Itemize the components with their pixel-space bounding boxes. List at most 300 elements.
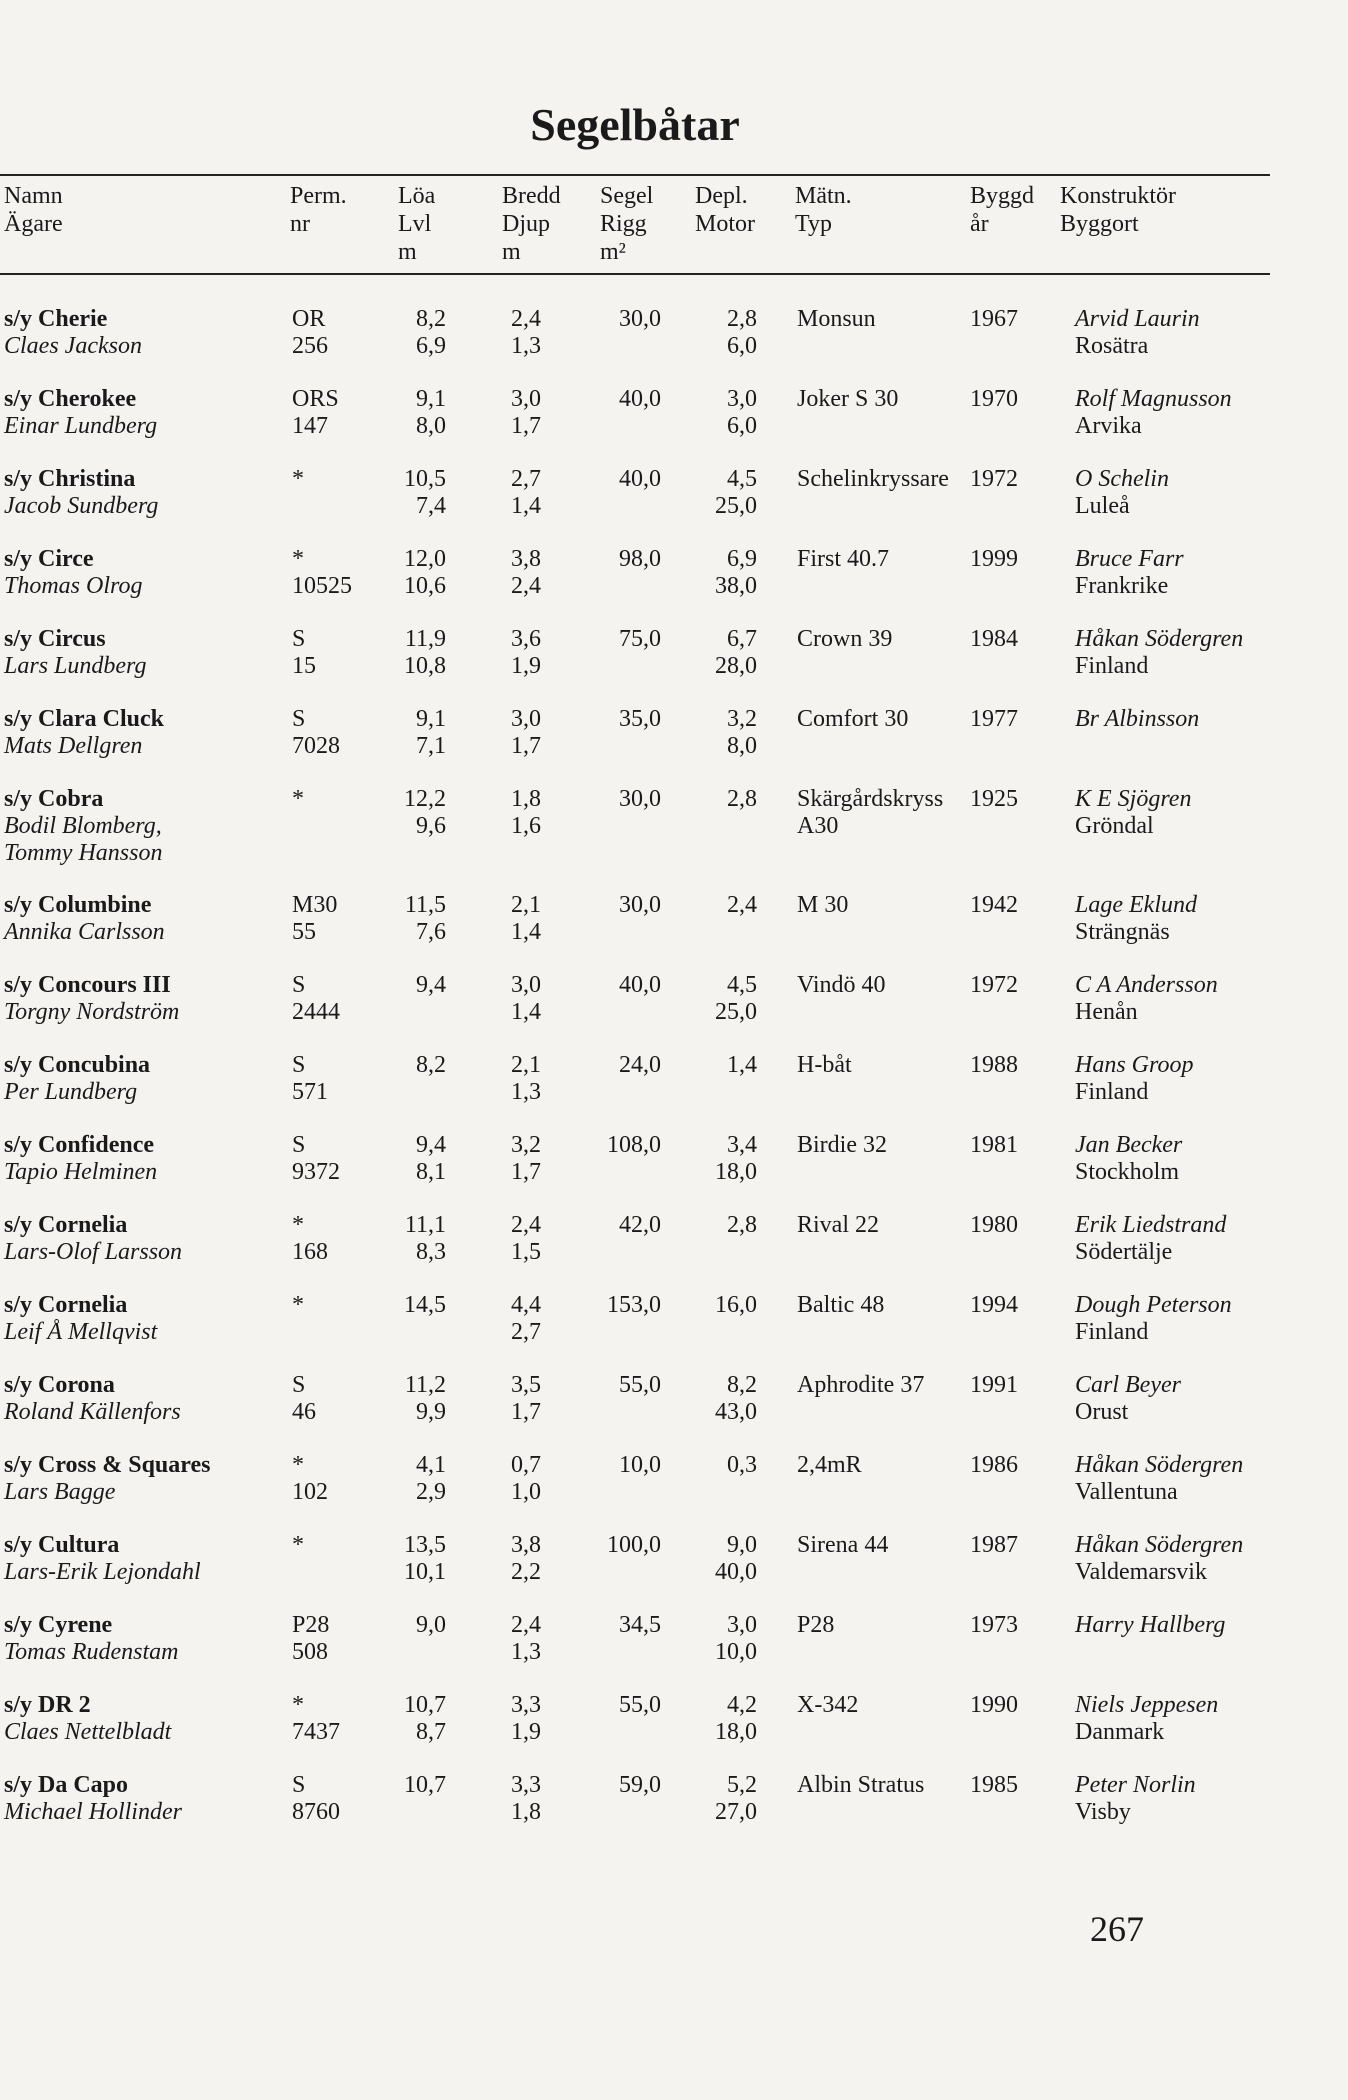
bredd-value: 3,8 [511, 546, 541, 572]
djup-value: 1,4 [511, 999, 541, 1025]
boat-name: s/y Concubina [4, 1052, 151, 1078]
boat-type: Monsun [797, 306, 876, 332]
lvl-value: 2,9 [416, 1479, 446, 1505]
designer: Carl Beyer [1075, 1372, 1181, 1398]
boat-row [0, 786, 1270, 892]
segel-value: 40,0 [619, 466, 661, 492]
segel-value: 34,5 [619, 1612, 661, 1638]
perm-class: S [292, 1372, 306, 1398]
boat-type: H-båt [797, 1052, 852, 1078]
boat-owner: Lars Bagge [4, 1479, 116, 1505]
header-bredd-line2: Djup [502, 211, 550, 237]
boat-owner: Roland Källenfors [4, 1399, 181, 1425]
build-place: Finland [1075, 1079, 1149, 1105]
boat-owner: Claes Jackson [4, 333, 142, 359]
boat-row [0, 706, 1270, 786]
djup-value: 1,7 [511, 1159, 541, 1185]
loa-value: 12,2 [404, 786, 446, 812]
lvl-value: 10,6 [404, 573, 446, 599]
boat-owner-2: Tommy Hansson [4, 840, 163, 866]
boat-row [0, 892, 1270, 972]
boat-owner: Tomas Rudenstam [4, 1639, 179, 1665]
loa-value: 9,4 [416, 972, 446, 998]
depl-value: 4,5 [727, 466, 757, 492]
depl-value: 2,8 [727, 306, 757, 332]
boat-owner: Per Lundberg [4, 1079, 138, 1105]
bredd-value: 2,4 [511, 1212, 541, 1238]
build-year: 1972 [970, 466, 1018, 492]
motor-value: 6,0 [727, 333, 757, 359]
depl-value: 2,8 [727, 1212, 757, 1238]
boat-name: s/y Cherokee [4, 386, 137, 412]
bredd-value: 0,7 [511, 1452, 541, 1478]
djup-value: 1,9 [511, 1719, 541, 1745]
bredd-value: 3,3 [511, 1692, 541, 1718]
djup-value: 1,5 [511, 1239, 541, 1265]
lvl-value: 6,9 [416, 333, 446, 359]
bredd-value: 2,4 [511, 306, 541, 332]
segel-value: 75,0 [619, 626, 661, 652]
build-place: Valdemarsvik [1075, 1559, 1207, 1585]
boat-owner: Einar Lundberg [4, 413, 158, 439]
segel-value: 100,0 [607, 1532, 661, 1558]
boat-row [0, 386, 1270, 466]
header-byggd-line1: Byggd [970, 183, 1035, 209]
boat-owner: Bodil Blomberg, [4, 813, 162, 839]
boat-owner: Thomas Olrog [4, 573, 143, 599]
loa-value: 10,5 [404, 466, 446, 492]
designer: Br Albinsson [1075, 706, 1200, 732]
boat-name: s/y Cyrene [4, 1612, 113, 1638]
header-matn-line2: Typ [795, 211, 832, 237]
perm-class: ORS [292, 386, 339, 412]
segel-value: 55,0 [619, 1692, 661, 1718]
boat-row [0, 1692, 1270, 1772]
segel-value: 153,0 [607, 1292, 661, 1318]
perm-class: * [292, 546, 304, 572]
lvl-value: 9,9 [416, 1399, 446, 1425]
header-bredd-line1: Bredd [502, 183, 561, 209]
boat-type: M 30 [797, 892, 849, 918]
perm-number: 168 [292, 1239, 328, 1265]
motor-value: 8,0 [727, 733, 757, 759]
lvl-value: 7,6 [416, 919, 446, 945]
segel-value: 42,0 [619, 1212, 661, 1238]
header-bottom-rule [0, 273, 1270, 275]
boat-owner: Claes Nettelbladt [4, 1719, 172, 1745]
build-year: 1942 [970, 892, 1018, 918]
perm-number: 571 [292, 1079, 328, 1105]
boat-owner: Lars-Olof Larsson [4, 1239, 183, 1265]
motor-value: 18,0 [715, 1719, 757, 1745]
build-year: 1981 [970, 1132, 1018, 1158]
bredd-value: 3,0 [511, 386, 541, 412]
perm-class: S [292, 1132, 306, 1158]
build-year: 1925 [970, 786, 1018, 812]
boat-name: s/y Da Capo [4, 1772, 129, 1798]
header-segel-line2: Rigg [600, 211, 647, 237]
djup-value: 1,4 [511, 919, 541, 945]
boat-type-2: A30 [797, 813, 839, 839]
perm-number: 10525 [292, 573, 352, 599]
build-year: 1994 [970, 1292, 1018, 1318]
boat-row [0, 1532, 1270, 1612]
bredd-value: 2,1 [511, 892, 541, 918]
header-matn [795, 182, 852, 238]
depl-value: 0,3 [727, 1452, 757, 1478]
depl-value: 3,0 [727, 386, 757, 412]
bredd-value: 3,3 [511, 1772, 541, 1798]
designer: Hans Groop [1075, 1052, 1194, 1078]
boat-type: Albin Stratus [797, 1772, 925, 1798]
depl-value: 3,2 [727, 706, 757, 732]
boat-row [0, 972, 1270, 1052]
designer: Peter Norlin [1075, 1772, 1196, 1798]
boat-name: s/y Clara Cluck [4, 706, 165, 732]
build-year: 1988 [970, 1052, 1018, 1078]
page-title: Segelbåtar [530, 99, 740, 150]
djup-value: 1,7 [511, 1399, 541, 1425]
header-byggd [970, 182, 1034, 238]
boat-row [0, 1372, 1270, 1452]
header-bredd [502, 182, 561, 266]
perm-class: * [292, 1212, 304, 1238]
lvl-value: 10,8 [404, 653, 446, 679]
boat-row [0, 1452, 1270, 1532]
motor-value: 18,0 [715, 1159, 757, 1185]
segel-value: 35,0 [619, 706, 661, 732]
build-year: 1980 [970, 1212, 1018, 1238]
djup-value: 2,7 [511, 1319, 541, 1345]
header-namn-line1: Namn [4, 183, 63, 209]
boat-type: Joker S 30 [797, 386, 899, 412]
designer: C A Andersson [1075, 972, 1218, 998]
bredd-value: 2,4 [511, 1612, 541, 1638]
header-konstruktor [1060, 182, 1176, 238]
perm-number: 9372 [292, 1159, 340, 1185]
boat-owner: Lars Lundberg [4, 653, 147, 679]
build-place: Rosätra [1075, 333, 1149, 359]
build-place: Arvika [1075, 413, 1142, 439]
designer: Lage Eklund [1075, 892, 1197, 918]
boat-name: s/y Cross & Squares [4, 1452, 211, 1478]
build-place: Vallentuna [1075, 1479, 1178, 1505]
build-place: Frankrike [1075, 573, 1169, 599]
loa-value: 13,5 [404, 1532, 446, 1558]
boat-list [0, 306, 1270, 1852]
loa-value: 9,1 [416, 386, 446, 412]
build-year: 1999 [970, 546, 1018, 572]
boat-owner: Leif Å Mellqvist [4, 1319, 158, 1345]
header-segel-line1: Segel [600, 183, 654, 209]
perm-number: 7437 [292, 1719, 340, 1745]
perm-number: 7028 [292, 733, 340, 759]
depl-value: 4,2 [727, 1692, 757, 1718]
motor-value: 28,0 [715, 653, 757, 679]
perm-number: 102 [292, 1479, 328, 1505]
boat-type: Comfort 30 [797, 706, 909, 732]
designer: K E Sjögren [1075, 786, 1192, 812]
boat-name: s/y DR 2 [4, 1692, 91, 1718]
depl-value: 1,4 [727, 1052, 757, 1078]
header-segel [600, 182, 653, 266]
perm-number: 147 [292, 413, 328, 439]
loa-value: 14,5 [404, 1292, 446, 1318]
header-depl [695, 182, 755, 238]
header-depl-line1: Depl. [695, 183, 748, 209]
build-year: 1977 [970, 706, 1018, 732]
build-place: Henån [1075, 999, 1138, 1025]
build-place: Visby [1075, 1799, 1131, 1825]
table-header [0, 182, 1270, 272]
perm-class: S [292, 706, 306, 732]
build-place: Finland [1075, 1319, 1149, 1345]
djup-value: 1,3 [511, 1079, 541, 1105]
perm-class: * [292, 786, 304, 812]
boat-row [0, 1132, 1270, 1212]
bredd-value: 3,6 [511, 626, 541, 652]
lvl-value: 7,1 [416, 733, 446, 759]
motor-value: 40,0 [715, 1559, 757, 1585]
boat-name: s/y Cornelia [4, 1292, 128, 1318]
motor-value: 10,0 [715, 1639, 757, 1665]
segel-value: 24,0 [619, 1052, 661, 1078]
depl-value: 8,2 [727, 1372, 757, 1398]
segel-value: 10,0 [619, 1452, 661, 1478]
boat-type: Crown 39 [797, 626, 893, 652]
designer: O Schelin [1075, 466, 1169, 492]
boat-type: Vindö 40 [797, 972, 886, 998]
boat-type: Aphrodite 37 [797, 1372, 925, 1398]
djup-value: 1,3 [511, 333, 541, 359]
header-segel-line3: m² [600, 239, 626, 265]
boat-name: s/y Circus [4, 626, 106, 652]
header-namn [4, 182, 63, 238]
djup-value: 1,4 [511, 493, 541, 519]
motor-value: 38,0 [715, 573, 757, 599]
perm-number: 256 [292, 333, 328, 359]
build-place: Strängnäs [1075, 919, 1170, 945]
designer: Harry Hallberg [1075, 1612, 1226, 1638]
bredd-value: 3,8 [511, 1532, 541, 1558]
loa-value: 9,1 [416, 706, 446, 732]
segel-value: 59,0 [619, 1772, 661, 1798]
boat-owner: Torgny Nordström [4, 999, 180, 1025]
perm-class: OR [292, 306, 326, 332]
build-place: Södertälje [1075, 1239, 1173, 1265]
bredd-value: 3,0 [511, 972, 541, 998]
bredd-value: 2,7 [511, 466, 541, 492]
segel-value: 98,0 [619, 546, 661, 572]
header-loa-line2: Lvl [398, 211, 432, 237]
boat-name: s/y Cornelia [4, 1212, 128, 1238]
header-loa [398, 182, 435, 266]
build-year: 1986 [970, 1452, 1018, 1478]
header-namn-line2: Ägare [4, 211, 63, 237]
boat-type: Baltic 48 [797, 1292, 885, 1318]
motor-value: 25,0 [715, 999, 757, 1025]
djup-value: 2,2 [511, 1559, 541, 1585]
djup-value: 1,0 [511, 1479, 541, 1505]
bredd-value: 3,5 [511, 1372, 541, 1398]
loa-value: 12,0 [404, 546, 446, 572]
boat-type: Rival 22 [797, 1212, 879, 1238]
designer: Arvid Laurin [1075, 306, 1200, 332]
boat-name: s/y Cobra [4, 786, 104, 812]
lvl-value: 8,7 [416, 1719, 446, 1745]
depl-value: 5,2 [727, 1772, 757, 1798]
boat-name: s/y Confidence [4, 1132, 154, 1158]
perm-number: 55 [292, 919, 316, 945]
boat-type: Skärgårdskryss [797, 786, 944, 812]
segel-value: 30,0 [619, 786, 661, 812]
segel-value: 55,0 [619, 1372, 661, 1398]
designer: Bruce Farr [1075, 546, 1184, 572]
designer: Niels Jeppesen [1075, 1692, 1219, 1718]
boat-name: s/y Corona [4, 1372, 115, 1398]
boat-row [0, 546, 1270, 626]
perm-class: M30 [292, 892, 338, 918]
loa-value: 8,2 [416, 306, 446, 332]
lvl-value: 8,0 [416, 413, 446, 439]
loa-value: 9,4 [416, 1132, 446, 1158]
designer: Håkan Södergren [1075, 626, 1244, 652]
boat-name: s/y Christina [4, 466, 136, 492]
depl-value: 6,9 [727, 546, 757, 572]
motor-value: 43,0 [715, 1399, 757, 1425]
header-perm-line1: Perm. [290, 183, 347, 209]
motor-value: 27,0 [715, 1799, 757, 1825]
designer: Dough Peterson [1075, 1292, 1232, 1318]
segel-value: 40,0 [619, 386, 661, 412]
boat-row [0, 306, 1270, 386]
header-depl-line2: Motor [695, 211, 755, 237]
perm-class: S [292, 626, 306, 652]
loa-value: 4,1 [416, 1452, 446, 1478]
boat-row [0, 1052, 1270, 1132]
build-place: Danmark [1075, 1719, 1165, 1745]
boat-name: s/y Concours III [4, 972, 171, 998]
djup-value: 1,6 [511, 813, 541, 839]
boat-owner: Mats Dellgren [4, 733, 143, 759]
build-place: Gröndal [1075, 813, 1154, 839]
loa-value: 10,7 [404, 1692, 446, 1718]
loa-value: 10,7 [404, 1772, 446, 1798]
build-year: 1972 [970, 972, 1018, 998]
djup-value: 1,7 [511, 733, 541, 759]
depl-value: 2,8 [727, 786, 757, 812]
depl-value: 4,5 [727, 972, 757, 998]
header-loa-line3: m [398, 239, 417, 265]
lvl-value: 9,6 [416, 813, 446, 839]
build-place: Luleå [1075, 493, 1130, 519]
djup-value: 1,3 [511, 1639, 541, 1665]
build-place: Orust [1075, 1399, 1129, 1425]
header-perm [290, 182, 347, 238]
segel-value: 30,0 [619, 892, 661, 918]
perm-class: * [292, 1692, 304, 1718]
boat-owner: Michael Hollinder [4, 1799, 182, 1825]
boat-name: s/y Cultura [4, 1532, 120, 1558]
boat-row [0, 626, 1270, 706]
perm-class: * [292, 1452, 304, 1478]
header-byggd-line2: år [970, 211, 989, 237]
djup-value: 1,7 [511, 413, 541, 439]
segel-value: 30,0 [619, 306, 661, 332]
build-year: 1987 [970, 1532, 1018, 1558]
perm-class: S [292, 1052, 306, 1078]
djup-value: 1,9 [511, 653, 541, 679]
boat-type: Sirena 44 [797, 1532, 889, 1558]
perm-class: * [292, 466, 304, 492]
loa-value: 11,9 [404, 626, 446, 652]
depl-value: 3,0 [727, 1612, 757, 1638]
header-loa-line1: Löa [398, 183, 436, 209]
djup-value: 2,4 [511, 573, 541, 599]
header-perm-line2: nr [290, 211, 310, 237]
build-year: 1991 [970, 1372, 1018, 1398]
header-bredd-line3: m [502, 239, 521, 265]
depl-value: 3,4 [727, 1132, 757, 1158]
boat-row [0, 1292, 1270, 1372]
loa-value: 11,1 [404, 1212, 446, 1238]
djup-value: 1,8 [511, 1799, 541, 1825]
perm-number: 508 [292, 1639, 328, 1665]
boat-row [0, 466, 1270, 546]
loa-value: 8,2 [416, 1052, 446, 1078]
boat-type: First 40.7 [797, 546, 890, 572]
perm-class: S [292, 1772, 306, 1798]
boat-type: Birdie 32 [797, 1132, 887, 1158]
boat-type: X-342 [797, 1692, 859, 1718]
perm-class: S [292, 972, 306, 998]
build-year: 1970 [970, 386, 1018, 412]
designer: Jan Becker [1075, 1132, 1183, 1158]
header-top-rule [0, 174, 1270, 176]
perm-class: * [292, 1292, 304, 1318]
bredd-value: 3,0 [511, 706, 541, 732]
loa-value: 11,2 [404, 1372, 446, 1398]
boat-owner: Lars-Erik Lejondahl [4, 1559, 201, 1585]
perm-number: 8760 [292, 1799, 340, 1825]
build-year: 1985 [970, 1772, 1018, 1798]
lvl-value: 7,4 [416, 493, 446, 519]
perm-number: 46 [292, 1399, 316, 1425]
boat-type: Schelinkryssare [797, 466, 949, 492]
motor-value: 25,0 [715, 493, 757, 519]
segel-value: 40,0 [619, 972, 661, 998]
build-place: Stockholm [1075, 1159, 1180, 1185]
lvl-value: 8,1 [416, 1159, 446, 1185]
boat-row [0, 1612, 1270, 1692]
perm-class: * [292, 1532, 304, 1558]
boat-owner: Tapio Helminen [4, 1159, 158, 1185]
boat-row [0, 1772, 1270, 1852]
boat-name: s/y Columbine [4, 892, 152, 918]
depl-value: 2,4 [727, 892, 757, 918]
lvl-value: 8,3 [416, 1239, 446, 1265]
bredd-value: 2,1 [511, 1052, 541, 1078]
boat-name: s/y Cherie [4, 306, 108, 332]
designer: Rolf Magnusson [1075, 386, 1232, 412]
page-number: 267 [1090, 1909, 1144, 1949]
motor-value: 6,0 [727, 413, 757, 439]
build-year: 1990 [970, 1692, 1018, 1718]
build-year: 1973 [970, 1612, 1018, 1638]
boat-owner: Annika Carlsson [4, 919, 165, 945]
boat-name: s/y Circe [4, 546, 94, 572]
boat-type: 2,4mR [797, 1452, 862, 1478]
